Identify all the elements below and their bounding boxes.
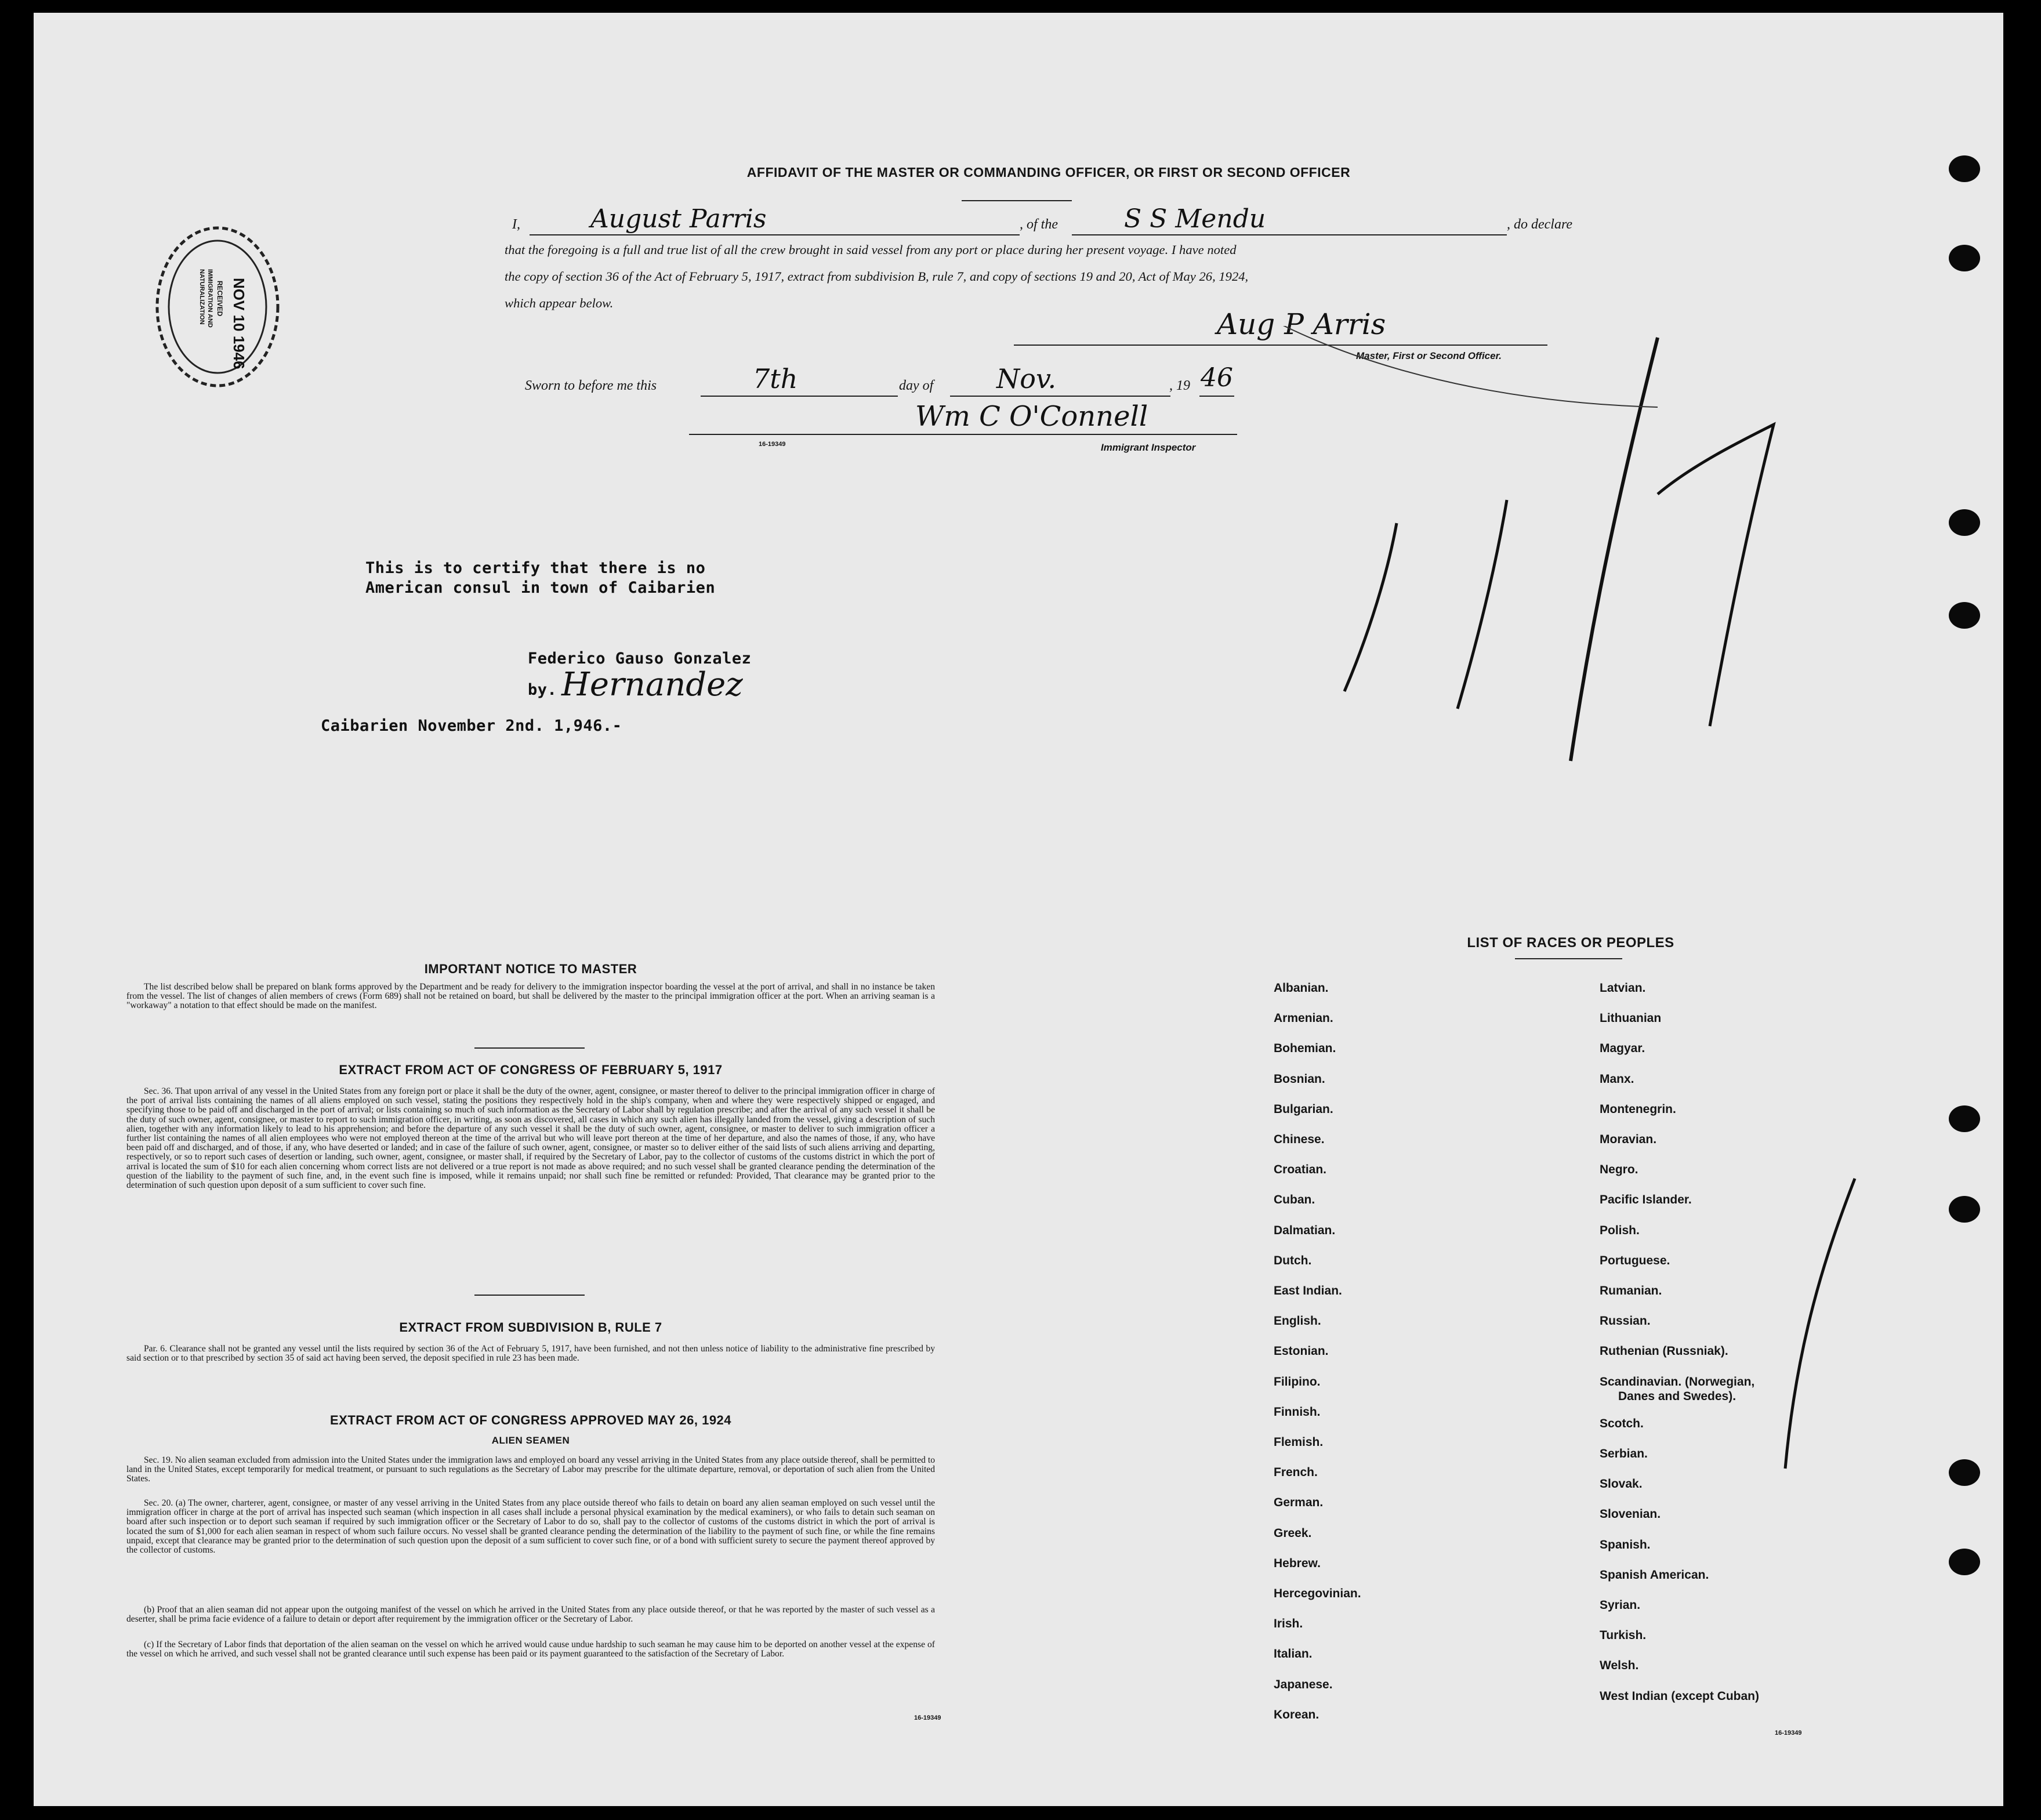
consul-signature: Hernandez <box>561 666 743 704</box>
act-1924-sec19: Sec. 19. No alien seaman excluded from admission into the United States under the immigration laws and employed on board any vessel arriving in the United States from any place outside thereof, shall be permitted to land in the United States, except temporarily for medical treatment, or pursuant to such regulations as the Secretary of Labor may prescribe for the ultimate departure, removal, or deportation of such alien from the United States. <box>126 1455 935 1484</box>
race-item: German. <box>1274 1496 1324 1510</box>
act-1924-title: EXTRACT FROM ACT OF CONGRESS APPROVED MAY 26, 1924 <box>329 1413 732 1427</box>
inspector-signature: Wm C O'Connell <box>915 400 1148 433</box>
race-item: Montenegrin. <box>1600 1102 1676 1116</box>
race-item: Portuguese. <box>1600 1253 1670 1267</box>
affidavit-line3: the copy of section 36 of the Act of February 5, 1917, extract from subdivision B, rule 7, and copy of sections 19 and 20, Act of May 26, 1924, <box>505 269 1249 284</box>
affidavit-i: I, <box>512 217 520 232</box>
race-item: Estonian. <box>1274 1344 1329 1358</box>
punch-hole <box>1949 1105 1980 1132</box>
race-item: Greek. <box>1274 1526 1312 1540</box>
act-1917-title: EXTRACT FROM ACT OF CONGRESS OF FEBRUARY 5, 1917 <box>339 1063 723 1077</box>
race-item: Finnish. <box>1274 1405 1321 1419</box>
race-item: English. <box>1274 1314 1321 1328</box>
act-1924-sec20a: Sec. 20. (a) The owner, charterer, agent, consignee, or master of any vessel arriving in the United States from any place outside thereof who fails to detain on board any alien seaman employed on such vessel until the immigration officer in charge at the port of arrival has inspected such seaman (which inspection in all cases shall include a personal physical examination by the medical examiners), or who fails to detain such seaman on board after such inspection or to deport such seaman if required by such immigration officer or the Secretary of Labor to do so, shall pay to the collector of customs of the customs district in which the port of arrival is located the sum of $1,000 for each alien seaman in respect of whom such failure occurs. No vessel shall be granted clearance pending the determination of the liability to the payment of such fine, or while the fine remains unpaid, except that clearance may be granted prior to the determination of such question upon the deposit of a sum sufficient to cover such fine, or of a bond with sufficient surety to secure the payment thereof approved by the collector of customs. <box>126 1498 935 1556</box>
race-item: East Indian. <box>1274 1284 1342 1297</box>
race-item: Slovak. <box>1600 1477 1643 1491</box>
consul-date-line: Caibarien November 2nd. 1,946.- <box>321 717 622 735</box>
race-item: Spanish. <box>1600 1538 1651 1551</box>
punch-hole <box>1949 1459 1980 1486</box>
master-signature-caption: Master, First or Second Officer. <box>1356 350 1502 361</box>
race-item: Croatian. <box>1274 1163 1327 1177</box>
race-item: Spanish American. <box>1600 1568 1709 1582</box>
affidavit-line4: which appear below. <box>505 296 614 310</box>
race-item: Hercegovinian. <box>1274 1587 1361 1600</box>
affidavit-form-number: 16-19349 <box>759 441 786 448</box>
sworn-month-handwriting: Nov. <box>996 363 1057 394</box>
punch-hole <box>1949 1549 1980 1575</box>
handwritten-tally-marks <box>1252 326 1890 1544</box>
consul-name: Federico Gauso Gonzalez <box>528 650 752 668</box>
svg-text:RECEIVED: RECEIVED <box>216 281 224 317</box>
race-item: West Indian (except Cuban) <box>1600 1689 1759 1703</box>
sworn-year-handwriting: 46 <box>1201 363 1233 393</box>
section-divider <box>474 1047 585 1049</box>
notice-text: The list described below shall be prepared on blank forms approved by the Department and be ready for delivery to the immigration inspector boarding the vessel at the port of arrival, and shall in no instance be taken from the vessel. The list of changes of alien members of crews (Form 689) shall not be retained on board, but shall be delivered by the master to the principal immigration officer at the port. When an arriving seaman is a "workaway" a notation to that effect should be made on the manifest. <box>126 982 935 1011</box>
race-item: French. <box>1274 1466 1318 1480</box>
race-item: Serbian. <box>1600 1447 1648 1460</box>
act-1924-sec20b: (b) Proof that an alien seaman did not appear upon the outgoing manifest of the vessel on which he arrived in the United States from any place outside thereof, or that he was reported by the master of such vessel as a deserter, shall be prima facie evidence of a failure to detain or deport after requirement by the immigration officer or the Secretary of Labor. <box>126 1605 935 1625</box>
act-1924-subtitle: ALIEN SEAMEN <box>491 1435 570 1446</box>
affidavit-declare: , do declare <box>1507 217 1573 232</box>
race-item: Lithuanian <box>1600 1011 1662 1025</box>
race-item: Polish. <box>1600 1223 1640 1237</box>
race-item: Russian. <box>1600 1314 1651 1328</box>
affidavit-of-the: , of the <box>1020 217 1058 232</box>
race-item: Latvian. <box>1600 981 1646 995</box>
inspector-caption: Immigrant Inspector <box>1101 442 1196 453</box>
title-divider <box>962 200 1072 201</box>
races-form-number: 16-19349 <box>1775 1730 1802 1736</box>
race-item: Dalmatian. <box>1274 1223 1336 1237</box>
svg-text:NATURALIZATION: NATURALIZATION <box>198 269 205 325</box>
race-item: Irish. <box>1274 1617 1303 1631</box>
race-item: Negro. <box>1600 1163 1638 1177</box>
punch-hole <box>1949 1196 1980 1223</box>
rule-7-text: Par. 6. Clearance shall not be granted any vessel until the lists required by section 36 of the Act of February 5, 1917, have been furnished, and not then unless notice of liability to the administrative fine prescribed by said section or to that prescribed by section 35 of said act having been served, the deposit specified in rule 23 has been made. <box>126 1344 935 1364</box>
races-title: LIST OF RACES OR PEOPLES <box>1467 935 1674 951</box>
sworn-month-field <box>950 378 1170 397</box>
race-item: Manx. <box>1600 1072 1634 1086</box>
sworn-day-field <box>701 378 898 397</box>
race-item: Bulgarian. <box>1274 1102 1333 1116</box>
race-item: Chinese. <box>1274 1133 1325 1146</box>
sworn-day-of: day of <box>899 378 934 393</box>
race-item: Korean. <box>1274 1707 1319 1721</box>
stamp-date: NOV 10 1946 <box>230 278 248 369</box>
race-item: Scandinavian. (Norwegian, <box>1600 1375 1755 1388</box>
race-item: Bosnian. <box>1274 1072 1325 1086</box>
race-item: Moravian. <box>1600 1133 1657 1146</box>
race-item: Slovenian. <box>1600 1507 1661 1521</box>
race-item: Magyar. <box>1600 1042 1645 1056</box>
sworn-day-handwriting: 7th <box>753 363 798 394</box>
race-item: Hebrew. <box>1274 1556 1321 1570</box>
race-item: Ruthenian (Russniak). <box>1600 1344 1728 1358</box>
consul-line1: This is to certify that there is no <box>365 559 706 577</box>
race-item: Turkish. <box>1600 1629 1647 1643</box>
race-item: Pacific Islander. <box>1600 1193 1692 1207</box>
master-signature: Aug P Arris <box>1217 307 1386 341</box>
extracts-form-number: 16-19349 <box>914 1714 941 1721</box>
received-date-stamp <box>153 223 283 391</box>
rule-7-title: EXTRACT FROM SUBDIVISION B, RULE 7 <box>399 1320 662 1335</box>
race-item: Japanese. <box>1274 1677 1333 1691</box>
race-item: Filipino. <box>1274 1375 1321 1388</box>
punch-hole <box>1949 509 1980 536</box>
punch-hole <box>1949 155 1980 182</box>
race-item: Albanian. <box>1274 981 1329 995</box>
punch-hole <box>1949 245 1980 271</box>
race-item: Bohemian. <box>1274 1042 1336 1056</box>
inspector-signature-line <box>689 434 1237 435</box>
vessel-name-handwriting: S S Mendu <box>1124 204 1266 234</box>
act-1917-text: Sec. 36. That upon arrival of any vessel in the United States from any foreign port or place it shall be the duty of the owner, agent, consignee, or master thereof to deliver to the principal immigration officer in charge of the port of arrival lists containing the names of all aliens employed on such vessel, stating the positions they respectively hold in the ship's company, when and where they were respectively shipped or engaged, and specifying those to be paid off and discharged in the port of arrival; or lists containing so much of such information as the Secretary of Labor shall by regulation prescribe; and after the arrival of any such vessel it shall be the duty of such owner, agent, consignee, or master to report to such immigration officer, in writing, as soon as discovered, all cases in which any such alien has illegally landed from the vessel, giving a description of such alien, together with any information likely to lead to his apprehension; and before the departure of any such vessel it shall be the duty of such owner, agent, consignee, or master to deliver to such immigration officer a further list containing the names of all alien employees who were not employed thereon at the time of the arrival but who will leave port thereon at the time of her departure, and also the names of those, if any, who have been paid off and discharged, and of those, if any, who have deserted or landed; and in case of the failure of such owner, agent, consignee, or master so to deliver either of the said lists of such aliens arriving and departing, respectively, or so to report such cases of desertion or landing, such owner, agent, consignee, or master shall, if required by the Secretary of Labor, pay to the collector of customs of the customs district in which the port of arrival is located the sum of $10 for each alien concerning whom correct lists are not delivered or a true report is not made as above required; and no such vessel shall be granted clearance pending the determination of the question of the liability to the payment of such fine, and, in the event such fine is imposed, while it remains unpaid; nor shall such fine be remitted or refunded: Provided, That clearance may be granted prior to the determination of such question upon deposit of a sum sufficient to cover such fine. <box>126 1086 935 1191</box>
notice-title: IMPORTANT NOTICE TO MASTER <box>424 962 637 976</box>
race-item: Armenian. <box>1274 1011 1333 1025</box>
affidavit-title: AFFIDAVIT OF THE MASTER OR COMMANDING OFFICER, OR FIRST OR SECOND OFFICER <box>746 165 1351 180</box>
race-item: Syrian. <box>1600 1598 1641 1612</box>
master-name-handwriting: August Parris <box>590 204 767 234</box>
race-item: Dutch. <box>1274 1253 1312 1267</box>
sworn-prefix: Sworn to before me this <box>525 378 657 393</box>
section-divider <box>474 1295 585 1296</box>
race-item: Welsh. <box>1600 1659 1639 1673</box>
svg-text:IMMIGRATION AND: IMMIGRATION AND <box>206 269 213 328</box>
race-item: Rumanian. <box>1600 1284 1662 1297</box>
affidavit-line2: that the foregoing is a full and true list of all the crew brought in said vessel from any port or place during her present voyage. I have noted <box>505 242 1237 257</box>
race-item: Scotch. <box>1600 1416 1644 1430</box>
consul-line2: American consul in town of Caibarien <box>365 579 716 597</box>
consul-by: by. <box>528 681 557 699</box>
race-item: Danes and Swedes). <box>1618 1390 1737 1403</box>
punch-hole <box>1949 602 1980 629</box>
race-item: Italian. <box>1274 1647 1313 1661</box>
race-item: Cuban. <box>1274 1193 1315 1207</box>
document-page <box>34 13 2003 1806</box>
race-item: Flemish. <box>1274 1435 1324 1449</box>
sworn-year-prefix: , 19 <box>1169 378 1190 393</box>
act-1924-sec20c: (c) If the Secretary of Labor finds that deportation of the alien seaman on the vessel on which he arrived would cause undue hardship to such seaman he may cause him to be deported on another vessel at the expense of the vessel on which he arrived, and such vessel shall not be granted clearance until such expense has been paid or its payment guaranteed to the satisfaction of the Secretary of Labor. <box>126 1640 935 1659</box>
